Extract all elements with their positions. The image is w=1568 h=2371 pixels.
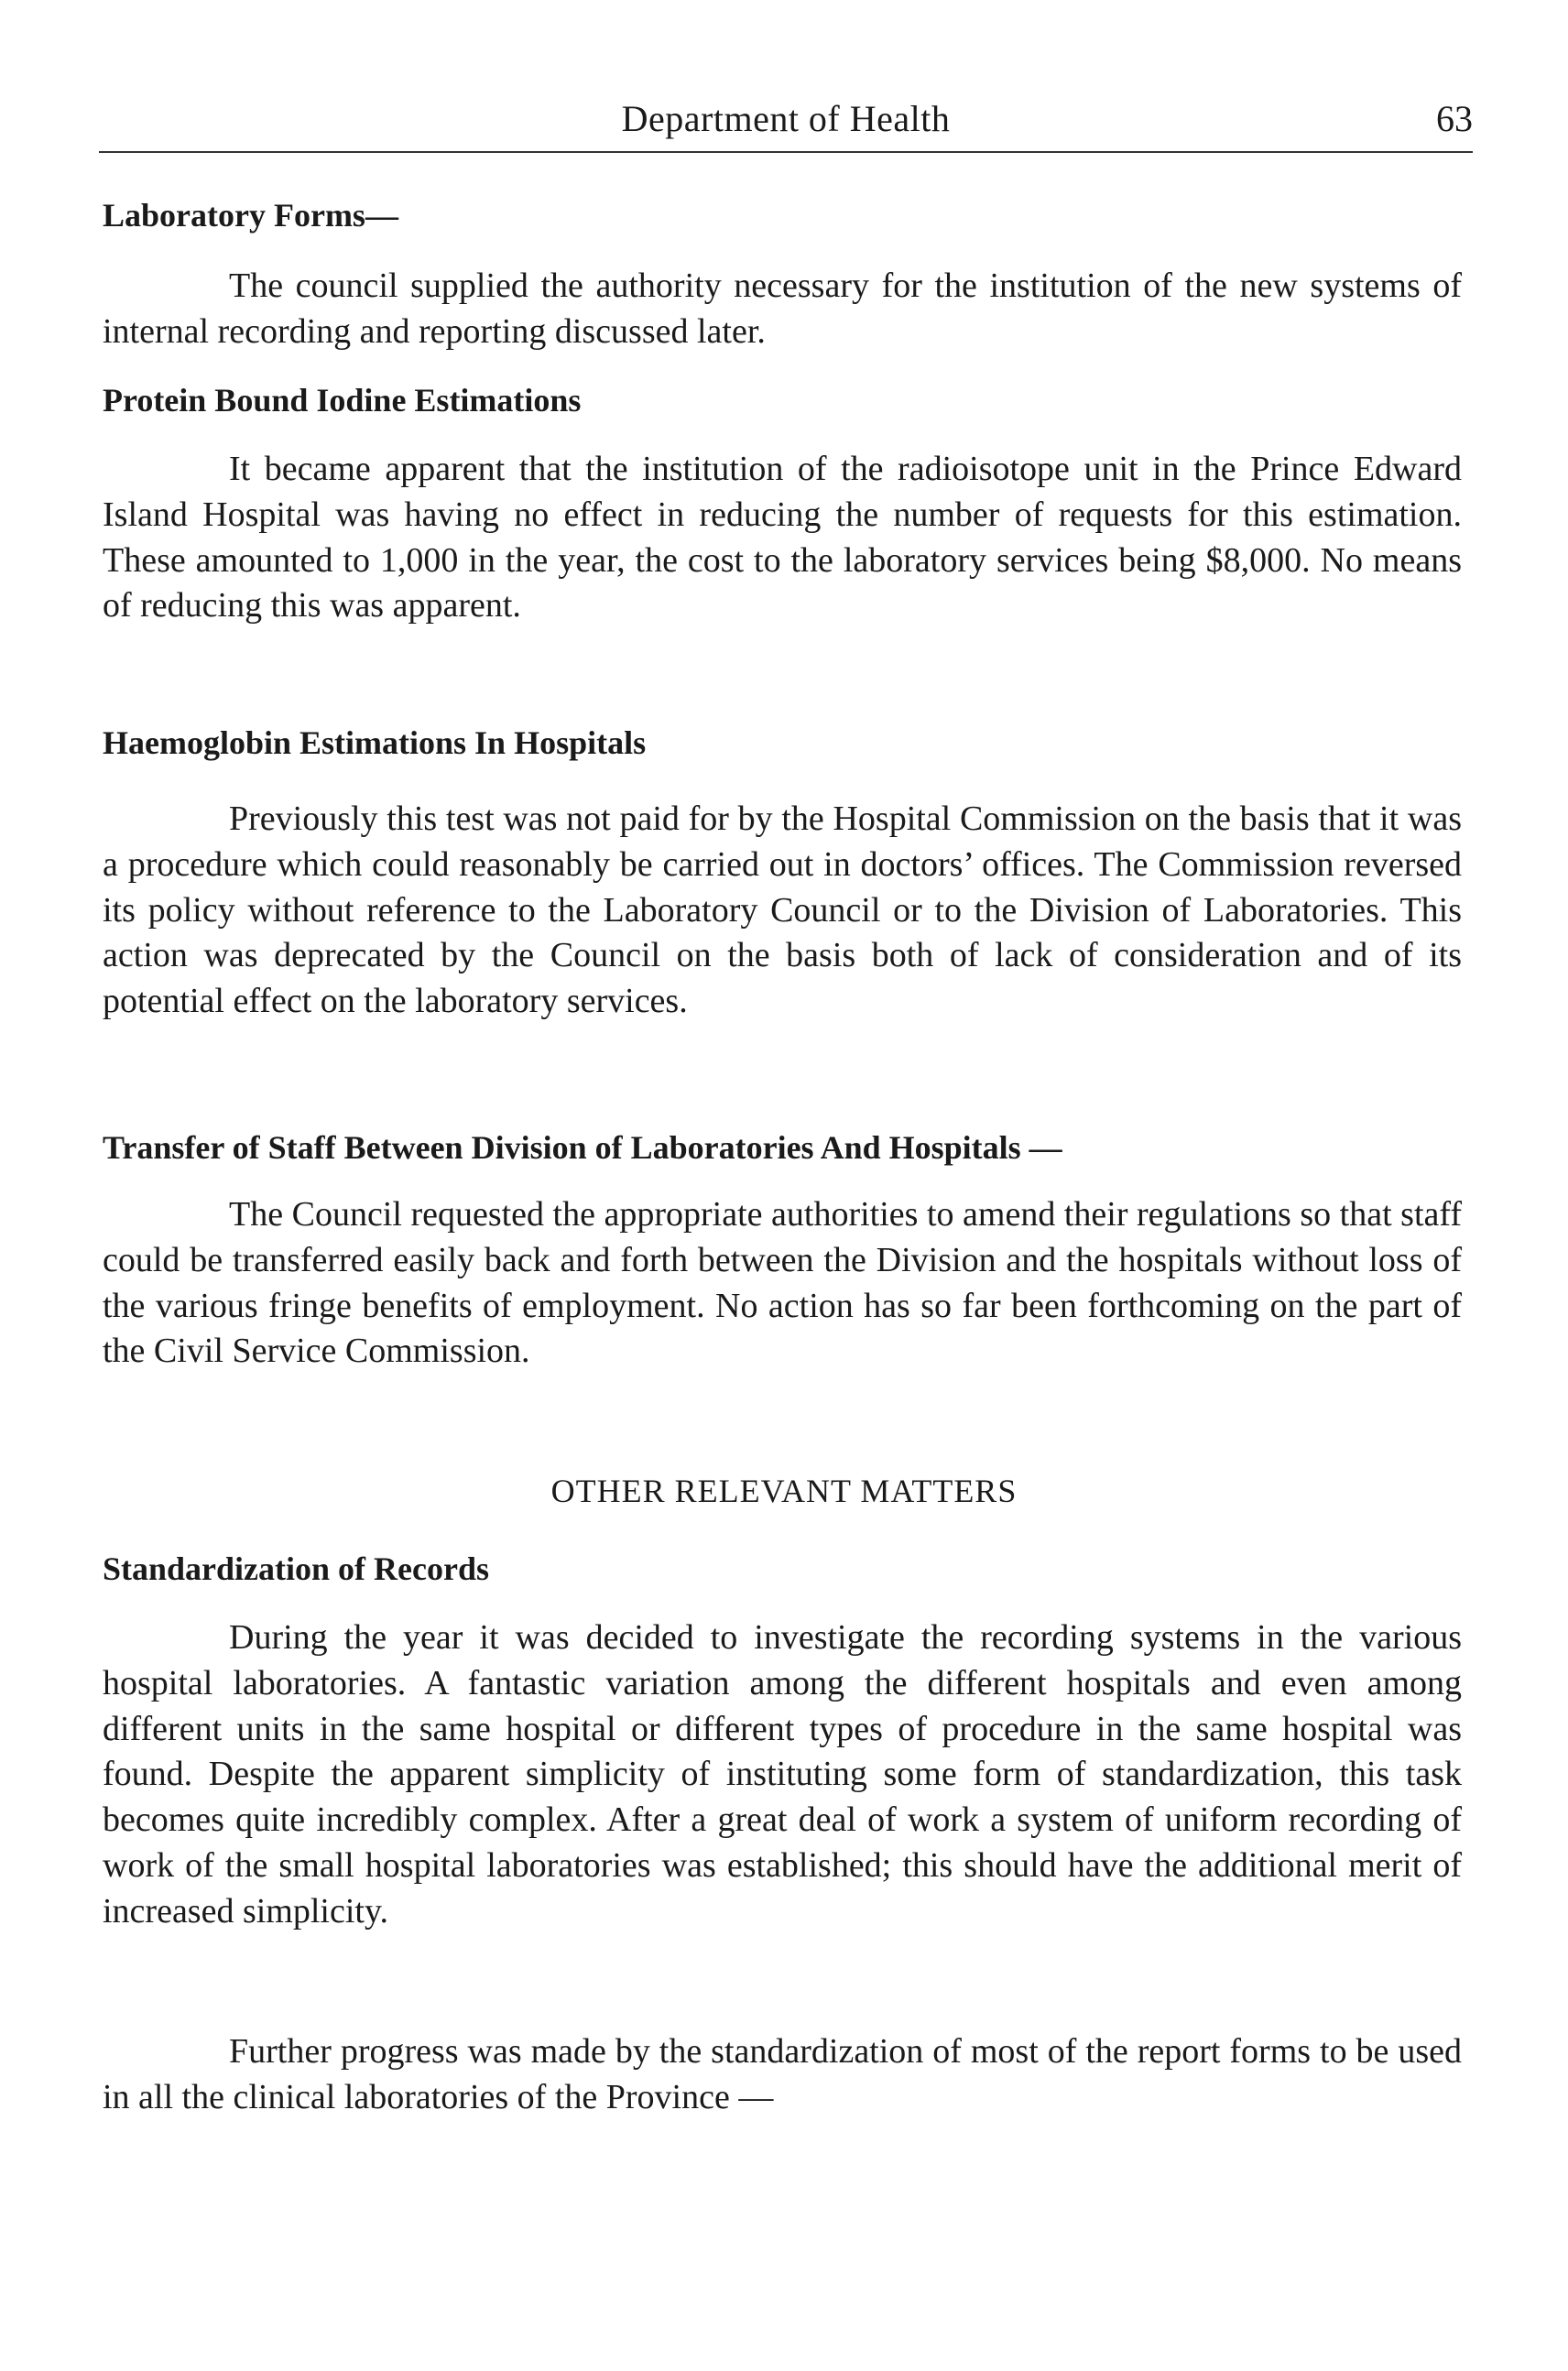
paragraph-haemoglobin-estimations: Previously this test was not paid for by the Hospital Commission on the basis that it was a procedure which could reasonably be carried out in doctors’ offices. The Commission reversed its policy without reference to the Laboratory Council or to the Division of Laboratories. This action was deprecated by the Council on the basis both of lack of consideration and of its potential effect on the laboratory services.	[103, 799, 1462, 1021]
heading-haemoglobin-estimations: Haemoglobin Estimations In Hospitals	[103, 724, 647, 761]
heading-protein-bound-iodine: Protein Bound Iodine Estimations	[103, 382, 582, 419]
heading-transfer-of-staff: Transfer of Staff Between Division of Laboratories And Hospitals —	[103, 1129, 1062, 1166]
heading-laboratory-forms: Laboratory Forms—	[103, 197, 398, 234]
running-title: Department of Health	[621, 98, 951, 139]
paragraph-transfer-of-staff: The Council requested the appropriate authorities to amend their regulations so that staff could be transferred easily back and forth between the Division and the hospitals without loss of the various fringe benefits of employment. No action has so far been forthcoming on the part of the Civil Service Commission.	[103, 1195, 1462, 1371]
header-rule	[99, 151, 1473, 153]
paragraph-protein-bound-iodine: It became apparent that the institution of the radioisotope unit in the Prince Edward Island Hospital was having no effect in reducing the number of requests for this estimation. These amounted to 1,000 in the year, the cost to the laboratory services being $8,000. No means of reducing this was apparent.	[103, 450, 1462, 625]
heading-standardization-of-records: Standardization of Records	[103, 1550, 489, 1587]
page-number: 63	[1436, 98, 1473, 139]
paragraph-standardization-1: During the year it was decided to investigate the recording systems in the various hospital laboratories. A fantastic variation among the different hospitals and even among different units in the same hospital or different types of procedure in the same hospital was found. Despite the apparent simplicity of instituting some form of standardization, this task becomes quite incredibly complex. After a great deal of work a system of uniform recording of work of the small hospital laboratories was established; this should have the additional merit of increased simplicity.	[103, 1618, 1462, 1931]
running-header	[99, 92, 1473, 147]
part-title: OTHER RELEVANT MATTERS	[550, 1473, 1018, 1509]
paragraph-laboratory-forms: The council supplied the authority necessary for the institution of the new systems of internal recording and reporting discussed later.	[103, 266, 1462, 351]
paragraph-standardization-2: Further progress was made by the standardization of most of the report forms to be used in all the clinical laboratories of the Province —	[103, 2032, 1462, 2116]
